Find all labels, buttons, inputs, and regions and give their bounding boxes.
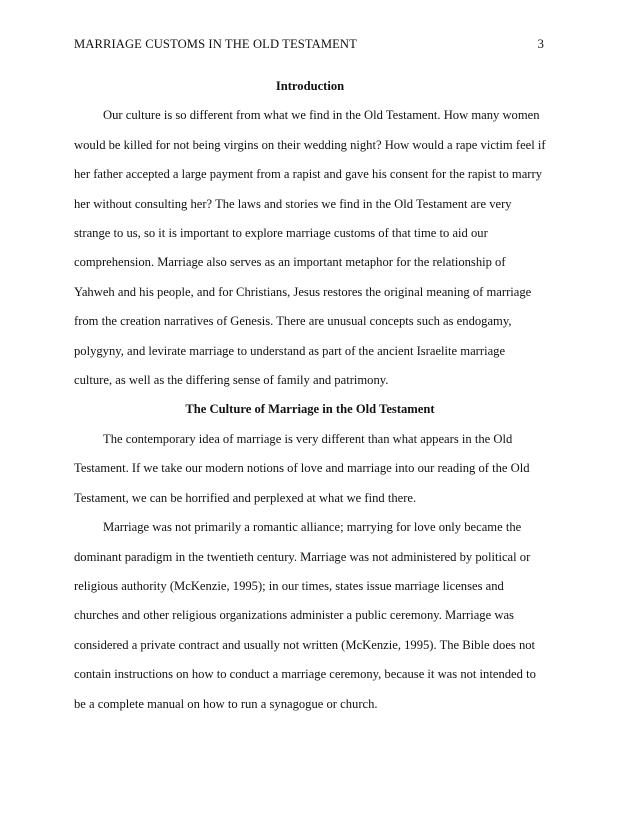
page-number: 3 bbox=[537, 37, 544, 51]
section-heading-introduction: Introduction bbox=[275, 79, 345, 93]
section-heading-culture-of-marriage: The Culture of Marriage in the Old Testament bbox=[185, 402, 435, 417]
running-head bbox=[74, 36, 544, 52]
running-title: MARRIAGE CUSTOMS IN THE OLD TESTAMENT bbox=[74, 37, 357, 51]
paragraph: The contemporary idea of marriage is very different than what appears in the Old Testament. If we take our modern notions of love and marriage into our reading of the Old Testament, we can be horrified and perplexed at what we find there. bbox=[74, 431, 530, 505]
paragraph: Our culture is so different from what we find in the Old Testament. How many women would be killed for not being virgins on their wedding night? How would a rape victim feel if her father accepted a large payment from a rapist and gave his consent for the rapist to marry her without consulting her? The laws and stories we find in the Old Testament are very strange to us, so it is important to explore marriage customs of that time to aid our comprehension. Marriage also serves as an important metaphor for the relationship of Yahweh and his people, and for Christians, Jesus restores the original meaning of marriage from the creation narratives of Genesis. There are unusual concepts such as endogamy, polygyny, and levirate marriage to understand as part of the ancient Israelite marriage culture, as well as the differing sense of family and patrimony. bbox=[74, 108, 546, 388]
body-text bbox=[74, 72, 546, 719]
paragraph: Marriage was not primarily a romantic alliance; marrying for love only became the dominant paradigm in the twentieth century. Marriage was not administered by political or religious authority (McKenzie, 1995); in our times, states issue marriage licenses and churches and other religious organizations administer a public ceremony. Marriage was considered a private contract and usually not written (McKenzie, 1995). The Bible does not contain instructions on how to conduct a marriage ceremony, because it was not intended to be a complete manual on how to run a synagogue or church. bbox=[74, 520, 536, 711]
